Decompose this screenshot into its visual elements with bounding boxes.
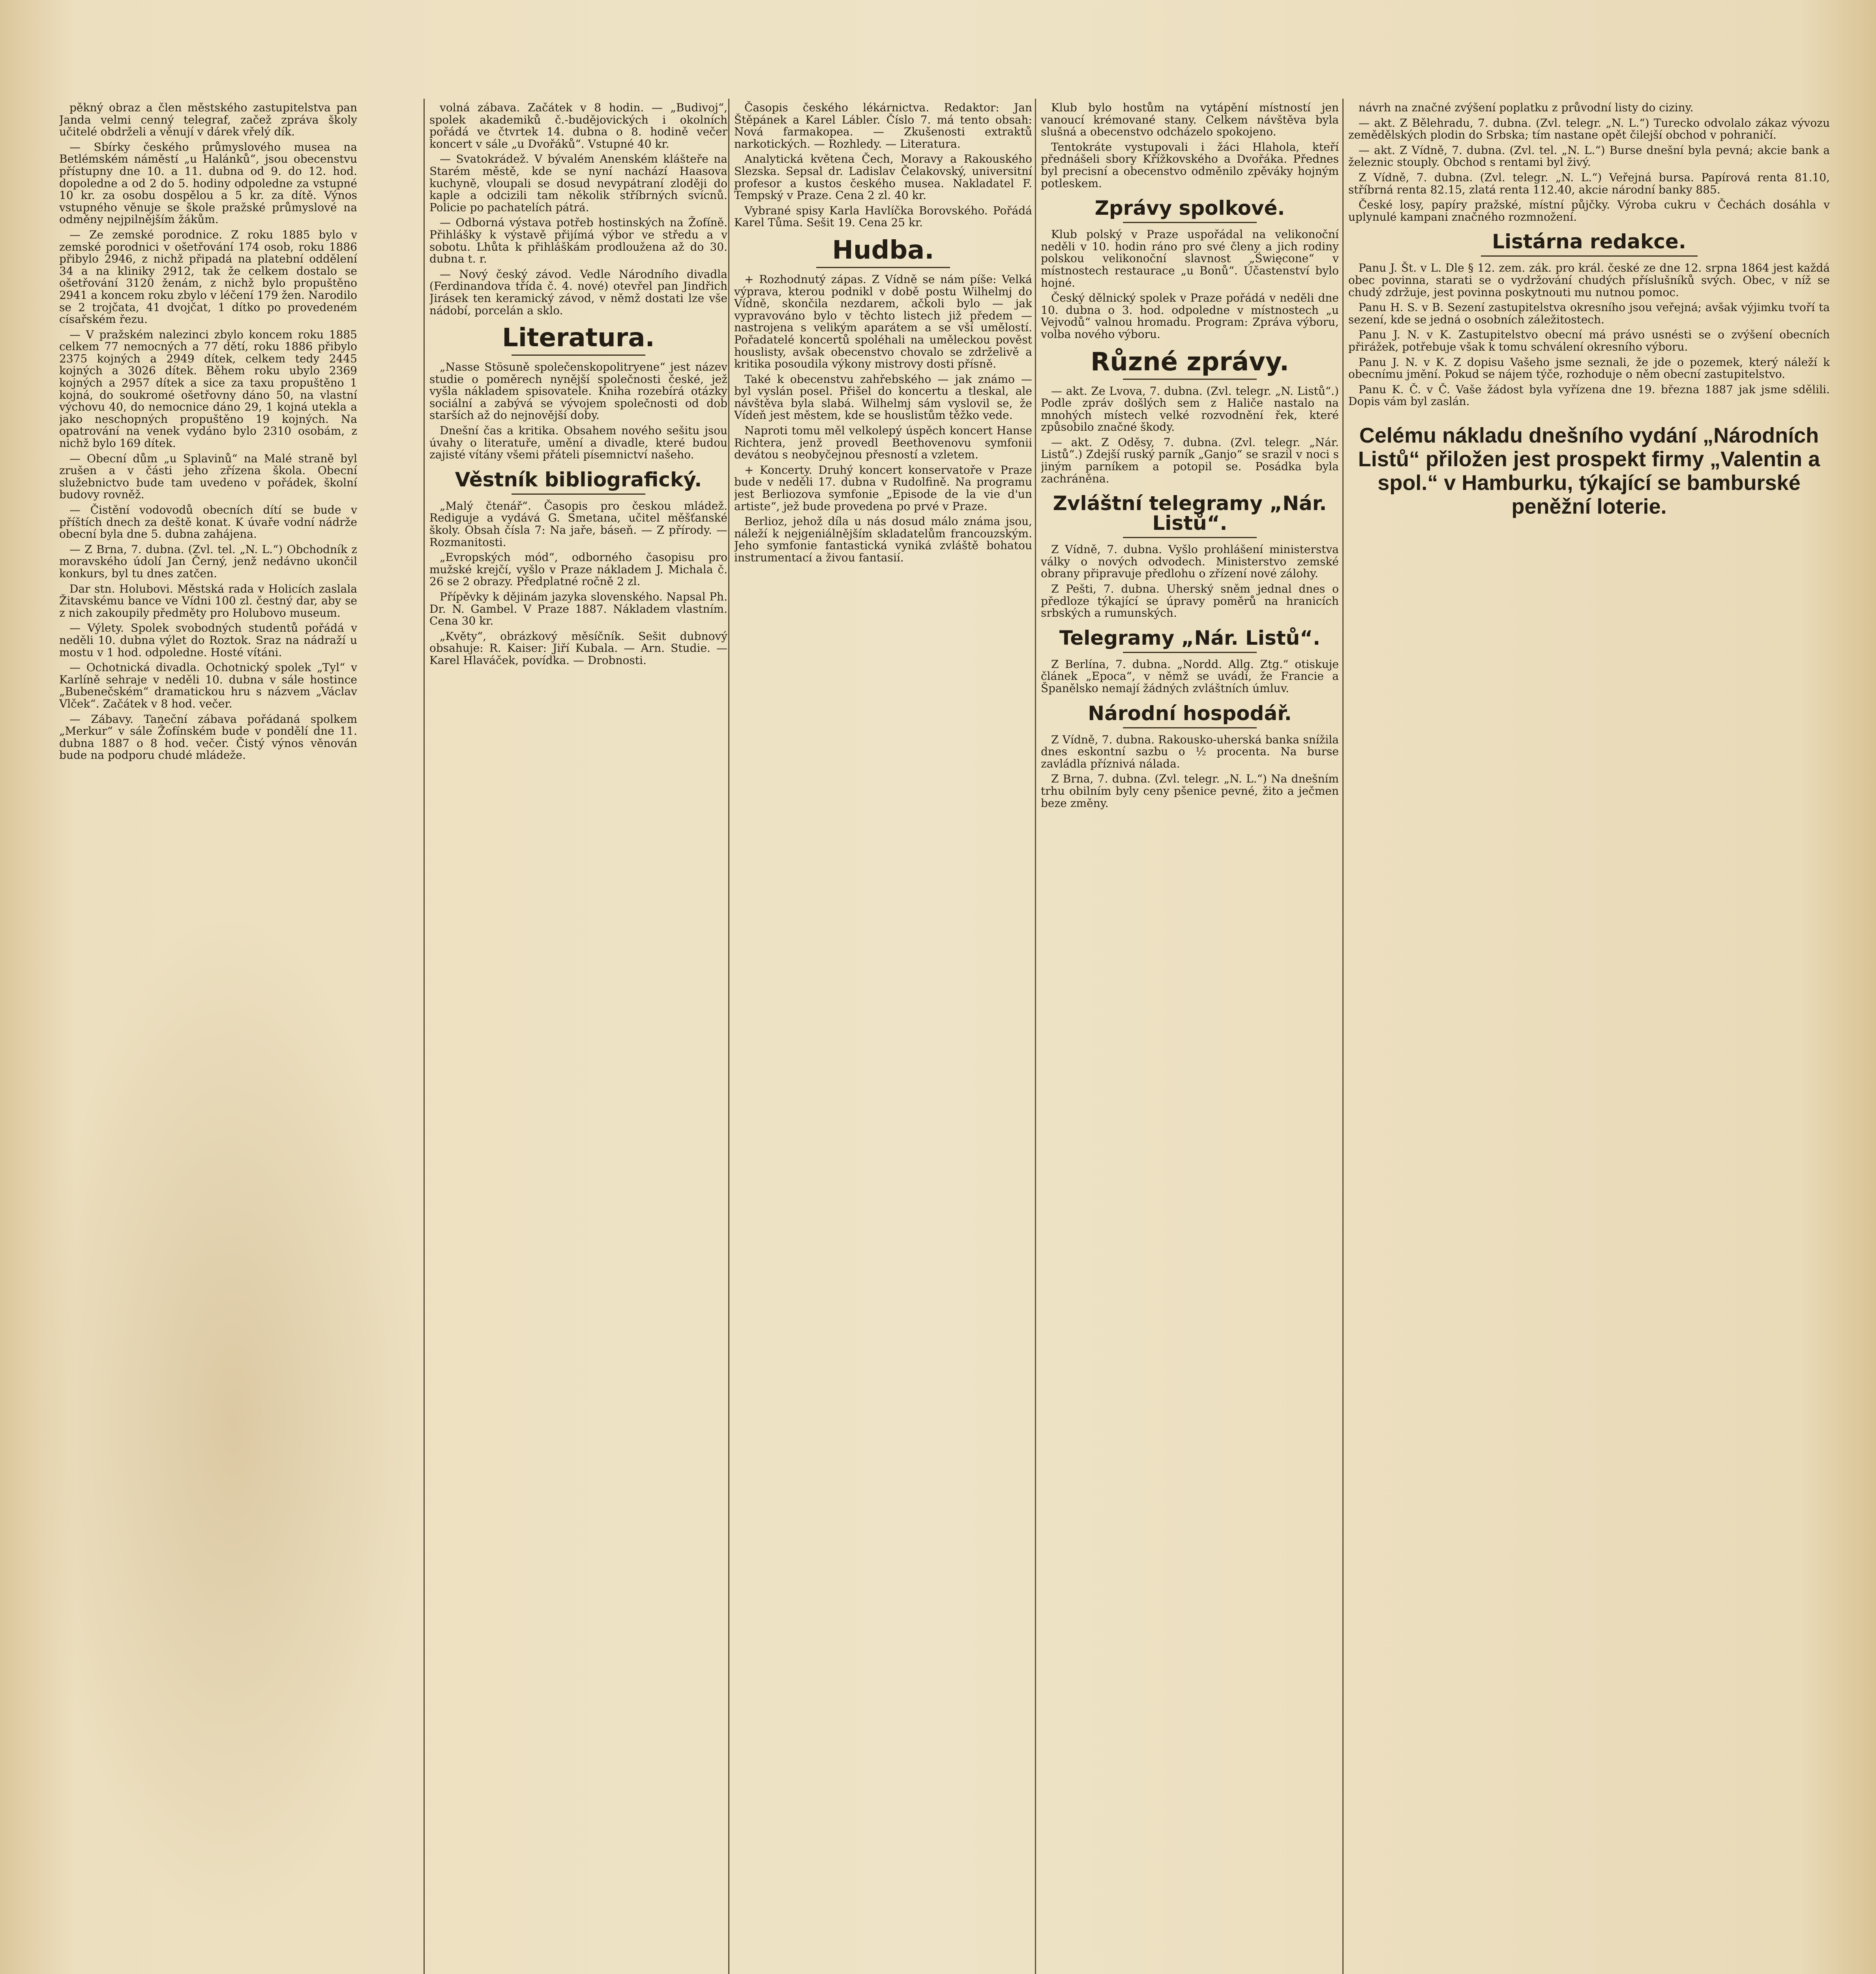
article-paragraph: Vybrané spisy Karla Havlíčka Borovského. Pořádá Karel Tůma. Sešit 19. Cena 25 kr.	[734, 204, 1032, 229]
article-paragraph: „Evropských mód“, odborného časopisu pro mužské krejčí, vyšlo v Praze nákladem J. Michala č. 26 se 2 obrazy. Předplatné ročně 2 zl.	[429, 551, 727, 588]
column-5	[1348, 99, 1830, 1974]
article-paragraph: Z Pešti, 7. dubna. Uherský sněm jednal dnes o předloze týkající se úpravy poměrů na hranicích srbských a rumunských.	[1041, 582, 1339, 620]
section-heading-text: Věstník bibliografický.	[455, 468, 702, 491]
section-heading-text: Různé zprávy.	[1090, 347, 1289, 377]
section-heading-text: Literatura.	[502, 323, 655, 353]
article-paragraph: — akt. Z Vídně, 7. dubna. (Zvl. tel. „N. L.“) Burse dnešní byla pevná; akcie bank a železnic stouply. Obchod s rentami byl živý.	[1348, 143, 1830, 169]
article-paragraph: Naproti tomu měl velkolepý úspěch koncert Hanse Richtera, jenž provedl Beethovenovu symfonii devátou s neobyčejnou přesností a vzletem.	[734, 424, 1032, 462]
section-underline	[1481, 255, 1698, 257]
column-4	[1041, 99, 1339, 1974]
article-paragraph: Klub bylo hostům na vytápění místností jen vanoucí krémované stany. Celkem návštěva byla slušná a obecenstvo odcházelo spokojeno.	[1041, 101, 1339, 139]
article-paragraph: Z Vídně, 7. dubna. (Zvl. telegr. „N. L.“) Veřejná bursa. Papírová renta 81.10, stříbrná renta 82.15, zlatá renta 112.40, akcie národní banky 885.	[1348, 171, 1830, 196]
article-paragraph: — Ochotnická divadla. Ochotnický spolek „Tyl“ v Karlíně sehraje v neděli 10. dubna v sále hostince „Bubenečském“ dramatickou hru s názvem „Václav Vlček“. Začátek v 8 hod. večer.	[59, 661, 357, 710]
article-paragraph: Panu J. N. v K. Z dopisu Vašeho jsme seznali, že jde o pozemek, který náleží k obecnímu jmění. Pokud se nájem týče, rozhoduje o něm obecní zastupitelstvo.	[1348, 355, 1830, 381]
section-underline	[1123, 222, 1257, 223]
section-heading	[734, 235, 1032, 268]
section-heading	[429, 470, 727, 495]
article-paragraph: — Z Brna, 7. dubna. (Zvl. tel. „N. L.“) Obchodník z moravského údolí Jan Černý, jenž nedávno ukončil konkurs, byl tu dnes zatčen.	[59, 542, 357, 580]
article-paragraph: Tentokráte vystupovali i žáci Hlahola, kteří přednášeli sbory Křížkovského a Dvořáka. Přednes byl precisní a obecenstvo odměnilo zpěváky hojným potleskem.	[1041, 140, 1339, 190]
article-paragraph: Panu J. N. v K. Zastupitelstvo obecní má právo usnésti se o zvýšení obecních přirážek, potřebuje však k tomu schválení okresního výboru.	[1348, 328, 1830, 353]
article-paragraph: — akt. Z Oděsy, 7. dubna. (Zvl. telegr. „Nár. Listů“.) Zdejší ruský parník „Ganjo“ se srazil v noci s jiným parníkem a potopil se. Posádka byla zachráněna.	[1041, 435, 1339, 485]
section-underline	[512, 355, 646, 356]
section-heading	[1041, 349, 1339, 380]
section-heading	[1348, 232, 1830, 257]
article-paragraph: Dar stn. Holubovi. Městská rada v Holicích zaslala Žitavskému bance ve Vídni 100 zl. čestný dar, aby se z nich zakoupily předměty pro Holubovo museum.	[59, 582, 357, 619]
column-1	[59, 99, 357, 1974]
article-paragraph: — Čistění vodovodů obecních dítí se bude v příštích dnech za deště konat. K úvaře vodní nádrže obecní byla dne 5. dubna zahájena.	[59, 503, 357, 541]
article-paragraph: — V pražském nalezinci zbylo koncem roku 1885 celkem 77 nemocných a 77 dětí, roku 1886 přibylo 2375 kojných a 2949 dítek, celkem tedy 2445 kojných a 3026 dítek. Během roku ubylo 2369 kojných a 2957 dítek a sice za taxu propuštěno 1 kojná, do soukromé ošetřovny dáno 50, na vlastní výchovu 40, do nemocnice dáno 29, 1 kojná utekla a jako neschopných propuštěno 19 kojných. Na opatrování na venek vydáno bylo 2310 osobám, z nichž bylo 169 dítek.	[59, 328, 357, 450]
article-paragraph: „Malý čtenář“. Časopis pro českou mládež. Rediguje a vydává G. Smetana, učitel měšťanské školy. Obsah čísla 7: Na jaře, báseň. — Z přírody. — Rozmanitosti.	[429, 499, 727, 549]
article-paragraph: „Nasse Stösuně společenskopolitryene“ jest název studie o poměrech nynější společnosti české, jež vyšla nákladem spisovatele. Kniha rozebírá otázky sociální a zabývá se vývojem společnosti od dob starších až do nejnovější doby.	[429, 360, 727, 422]
article-paragraph: — Zábavy. Taneční zábava pořádaná spolkem „Merkur“ v sále Žofínském bude v pondělí dne 11. dubna 1887 o 8 hod. večer. Čistý výnos věnován bude na podporu chudé mládeže.	[59, 712, 357, 762]
article-paragraph: návrh na značné zvýšení poplatku z průvodní listy do ciziny.	[1359, 101, 1694, 114]
article-paragraph: — Obecní dům „u Splavinů“ na Malé straně byl zrušen a v části jeho zřízena škola. Obecní služebnictvo bude tam uvedeno v pořádek, školní budovy rovněž.	[59, 452, 357, 501]
article-paragraph: Berlioz, jehož díla u nás dosud málo známa jsou, náleží k nejgeniálnějším skladatelům francouzským. Jeho symfonie fantastická vyniká zvláště bohatou instrumentací a živou fantasií.	[734, 515, 1032, 564]
column-rule-1	[424, 99, 425, 1974]
column-rule-3	[1035, 99, 1036, 1974]
article-paragraph: Také k obecenstvu zahřebského — jak známo — byl vyslán posel. Přišel do koncertu a tleskal, ale návštěva byla slabá. Wilhelmj sám vyslovil se, že Vídeň jest městem, kde se houslistům těžko vede.	[734, 372, 1032, 422]
article-paragraph: Panu K. Č. v Č. Vaše žádost byla vyřízena dne 19. března 1887 jak jsme sdělili. Dopis vám byl zaslán.	[1348, 383, 1830, 408]
article-paragraph: Český dělnický spolek v Praze pořádá v neděli dne 10. dubna o 3. hod. odpoledne v místnostech „u Vejvodů“ valnou hromadu. Program: Zpráva výboru, volba nového výboru.	[1041, 291, 1339, 341]
section-heading-text: Telegramy „Nár. Listů“.	[1059, 626, 1321, 649]
article-paragraph: pěkný obraz a člen městského zastupitelstva pan Janda velmi cenný telegraf, začež zpráva školy učitelé obdrželi a věnují v dárek vřelý dík.	[59, 101, 357, 139]
article-paragraph: Klub polský v Praze uspořádal na velikonoční neděli v 10. hodin ráno pro své členy a jich rodiny polskou velikonoční slavnost „Święcone“ v místnostech restaurace „u Bonů“. Účastenství bylo hojné.	[1041, 228, 1339, 289]
section-heading-text: Národní hospodář.	[1088, 702, 1292, 725]
section-heading	[1041, 628, 1339, 653]
article-paragraph: — Odborná výstava potřeb hostinských na Žofíně. Přihlášky k výstavě přijímá výbor ve středu a v sobotu. Lhůta k přihláškám prodloužena až do 30. dubna t. r.	[429, 216, 727, 266]
article-paragraph: Panu J. Št. v L. Dle § 12. zem. zák. pro král. české ze dne 12. srpna 1864 jest každá obec povinna, starati se o vydržování chudých příslušníků svých. Obec, v níž se chudý zdržuje, jest povinna poskytnouti mu nutnou pomoc.	[1348, 261, 1830, 299]
section-heading	[1041, 198, 1339, 223]
article-paragraph: „Květy“, obrázkový měsíčník. Sešit dubnový obsahuje: R. Kaiser: Jiří Kubala. — Arn. Studie. — Karel Hlaváček, povídka. — Drobnosti.	[429, 629, 727, 667]
article-paragraph: České losy, papíry pražské, místní půjčky. Výroba cukru v Čechách dosáhla v uplynulé kampani značného rozmnožení.	[1348, 198, 1830, 223]
article-paragraph: + Rozhodnutý zápas. Z Vídně se nám píše: Velká výprava, kterou podnikl v době postu Wilhelmj do Vídně, skončila nezdarem, ačkoli bylo — jak vypravováno bylo v těchto listech již předem — nastrojena s velikým aparátem a se vší umělostí. Pořadatelé koncertů spoléhali na uměleckou pověst houslisty, avšak obecenstvo chovalo se zdrželivě a kritika posoudila výkony mistrovy dosti přísně.	[734, 272, 1032, 371]
article-paragraph: Dnešní čas a kritika. Obsahem nového sešitu jsou úvahy o literatuře, umění a divadle, které budou zajisté vítány všemi přáteli písemnictví našeho.	[429, 424, 727, 462]
section-underline	[1123, 537, 1257, 538]
column-2	[429, 99, 727, 1974]
article-paragraph: + Koncerty. Druhý koncert konservatoře v Praze bude v neděli 17. dubna v Rudolfině. Na programu jest Berliozova symfonie „Episode de la vie d'un artiste“, jež bude provedena po prvé v Praze.	[734, 463, 1032, 513]
section-underline	[1123, 727, 1257, 728]
article-paragraph: Z Brna, 7. dubna. (Zvl. telegr. „N. L.“) Na dnešním trhu obilním byly ceny pšenice pevné, žito a ječmen beze změny.	[1041, 772, 1339, 810]
article-paragraph: Časopis českého lékárnictva. Redaktor: Jan Štěpánek a Karel Lábler. Číslo 7. má tento obsah: Nová farmakopea. — Zkušenosti extraktů narkotických. — Rozhledy. — Literatura.	[734, 101, 1032, 150]
article-paragraph: — Sbírky českého průmyslového musea na Betlémském náměstí „u Halánků“, jsou obecenstvu přístupny dne 10. a 11. dubna od 9. do 12. hod. dopoledne a od 2 do 5. hodiny odpoledne za vstupné 10 kr. za osobu dospělou a 5 kr. za dítě. Výnos vstupného věnuje se škole pražské průmyslové na odměny nejpilnějším žákům.	[59, 140, 357, 226]
section-underline	[1123, 379, 1257, 380]
section-heading	[429, 325, 727, 356]
column-3	[734, 99, 1032, 1974]
closing-notice: Celému nákladu dnešního vydání „Národních Listů“ přiložen jest prospekt firmy „Valentin a spol.“ v Hamburku, týkající se bamburské peněžní loterie.	[1358, 423, 1820, 518]
section-heading-text: Listárna redakce.	[1492, 230, 1686, 253]
article-paragraph: — akt. Ze Lvova, 7. dubna. (Zvl. telegr. „N. Listů“.) Podle zpráv došlých sem z Haliče nastalo na mnohých místech velké rozvodnění řek, které způsobilo značné škody.	[1041, 384, 1339, 434]
article-paragraph: volná zábava. Začátek v 8 hodin. — „Budivoj“, spolek akademiků č.-budějovických i okolních pořádá ve čtvrtek 14. dubna o 8. hodině večer koncert v sále „u Dvořáků“. Vstupné 40 kr.	[429, 101, 727, 150]
section-underline	[816, 267, 950, 268]
section-heading	[1041, 494, 1339, 538]
article-paragraph: Z Vídně, 7. dubna. Rakousko-uherská banka snížila dnes eskontní sazbu o ½ procenta. Na burse zavládla příznivá nálada.	[1041, 733, 1339, 770]
article-paragraph: — Nový český závod. Vedle Národního divadla (Ferdinandova třída č. 4. nové) otevřel pan Jindřich Jirásek ten keramický závod, v němž dostati lze vše nádobí, porcelán a sklo.	[429, 267, 727, 317]
section-heading-text: Hudba.	[832, 235, 934, 265]
section-underline	[1123, 652, 1257, 653]
article-paragraph: — akt. Z Bělehradu, 7. dubna. (Zvl. telegr. „N. L.“) Turecko odvolalo zákaz vývozu zemědělských plodin do Srbska; tím nastane opět čilejší obchod v pohraničí.	[1348, 116, 1830, 142]
section-heading-text: Zvláštní telegramy „Nár. Listů“.	[1053, 492, 1327, 535]
article-paragraph: — Ze zemské porodnice. Z roku 1885 bylo v zemské porodnici v ošetřování 174 osob, roku 1886 přibylo 2946, z nichž připadá na platební oddělení 34 a na kliniky 2912, tak že celkem dostalo se ošetřování 3120 ženám, z nichž bylo propuštěno 2941 a koncem roku zbylo v léčení 179 žen. Narodilo se 2 trojčata, 41 dvojčat, 1 dítko po provedeném císařském řezu.	[59, 228, 357, 326]
section-heading-text: Zprávy spolkové.	[1094, 197, 1285, 220]
column-rule-4	[1342, 99, 1344, 1974]
column-rule-2	[728, 99, 729, 1974]
section-underline	[512, 494, 646, 495]
article-paragraph: — Svatokrádež. V bývalém Anenském klášteře na Starém městě, kde se nyní nachází Haasova kuchyně, vloupali se dosud nevypátraní zloději do kaple a odcizili tam několik stříbrných svícnů. Policie po pachatelích pátrá.	[429, 152, 727, 214]
article-paragraph: Přípěvky k dějinám jazyka slovenského. Napsal Ph. Dr. N. Gambel. V Praze 1887. Nákladem vlastním. Cena 30 kr.	[429, 590, 727, 628]
section-heading	[1041, 704, 1339, 728]
article-paragraph: Analytická květena Čech, Moravy a Rakouského Slezska. Sepsal dr. Ladislav Čelakovský, universitní profesor a kustos českého musea. Nakladatel F. Tempský v Praze. Cena 2 zl. 40 kr.	[734, 152, 1032, 202]
article-paragraph: Z Vídně, 7. dubna. Vyšlo prohlášení ministerstva války o nových odvodech. Ministerstvo zemské obrany připravuje předlohu o zřízení nové zálohy.	[1041, 543, 1339, 580]
article-paragraph: Panu H. S. v B. Sezení zastupitelstva okresního jsou veřejná; avšak výjimku tvoří ta sezení, kde se jedná o osobních záležitostech.	[1348, 301, 1830, 326]
article-paragraph: Z Berlína, 7. dubna. „Nordd. Allg. Ztg.“ otiskuje článek „Epoca“, v němž se uvádí, že Francie a Španělsko nemají žádných zvláštních úmluv.	[1041, 657, 1339, 695]
article-paragraph: — Výlety. Spolek svobodných studentů pořádá v neděli 10. dubna výlet do Roztok. Sraz na nádraží u mostu v 1 hod. odpoledne. Hosté vítáni.	[59, 621, 357, 659]
